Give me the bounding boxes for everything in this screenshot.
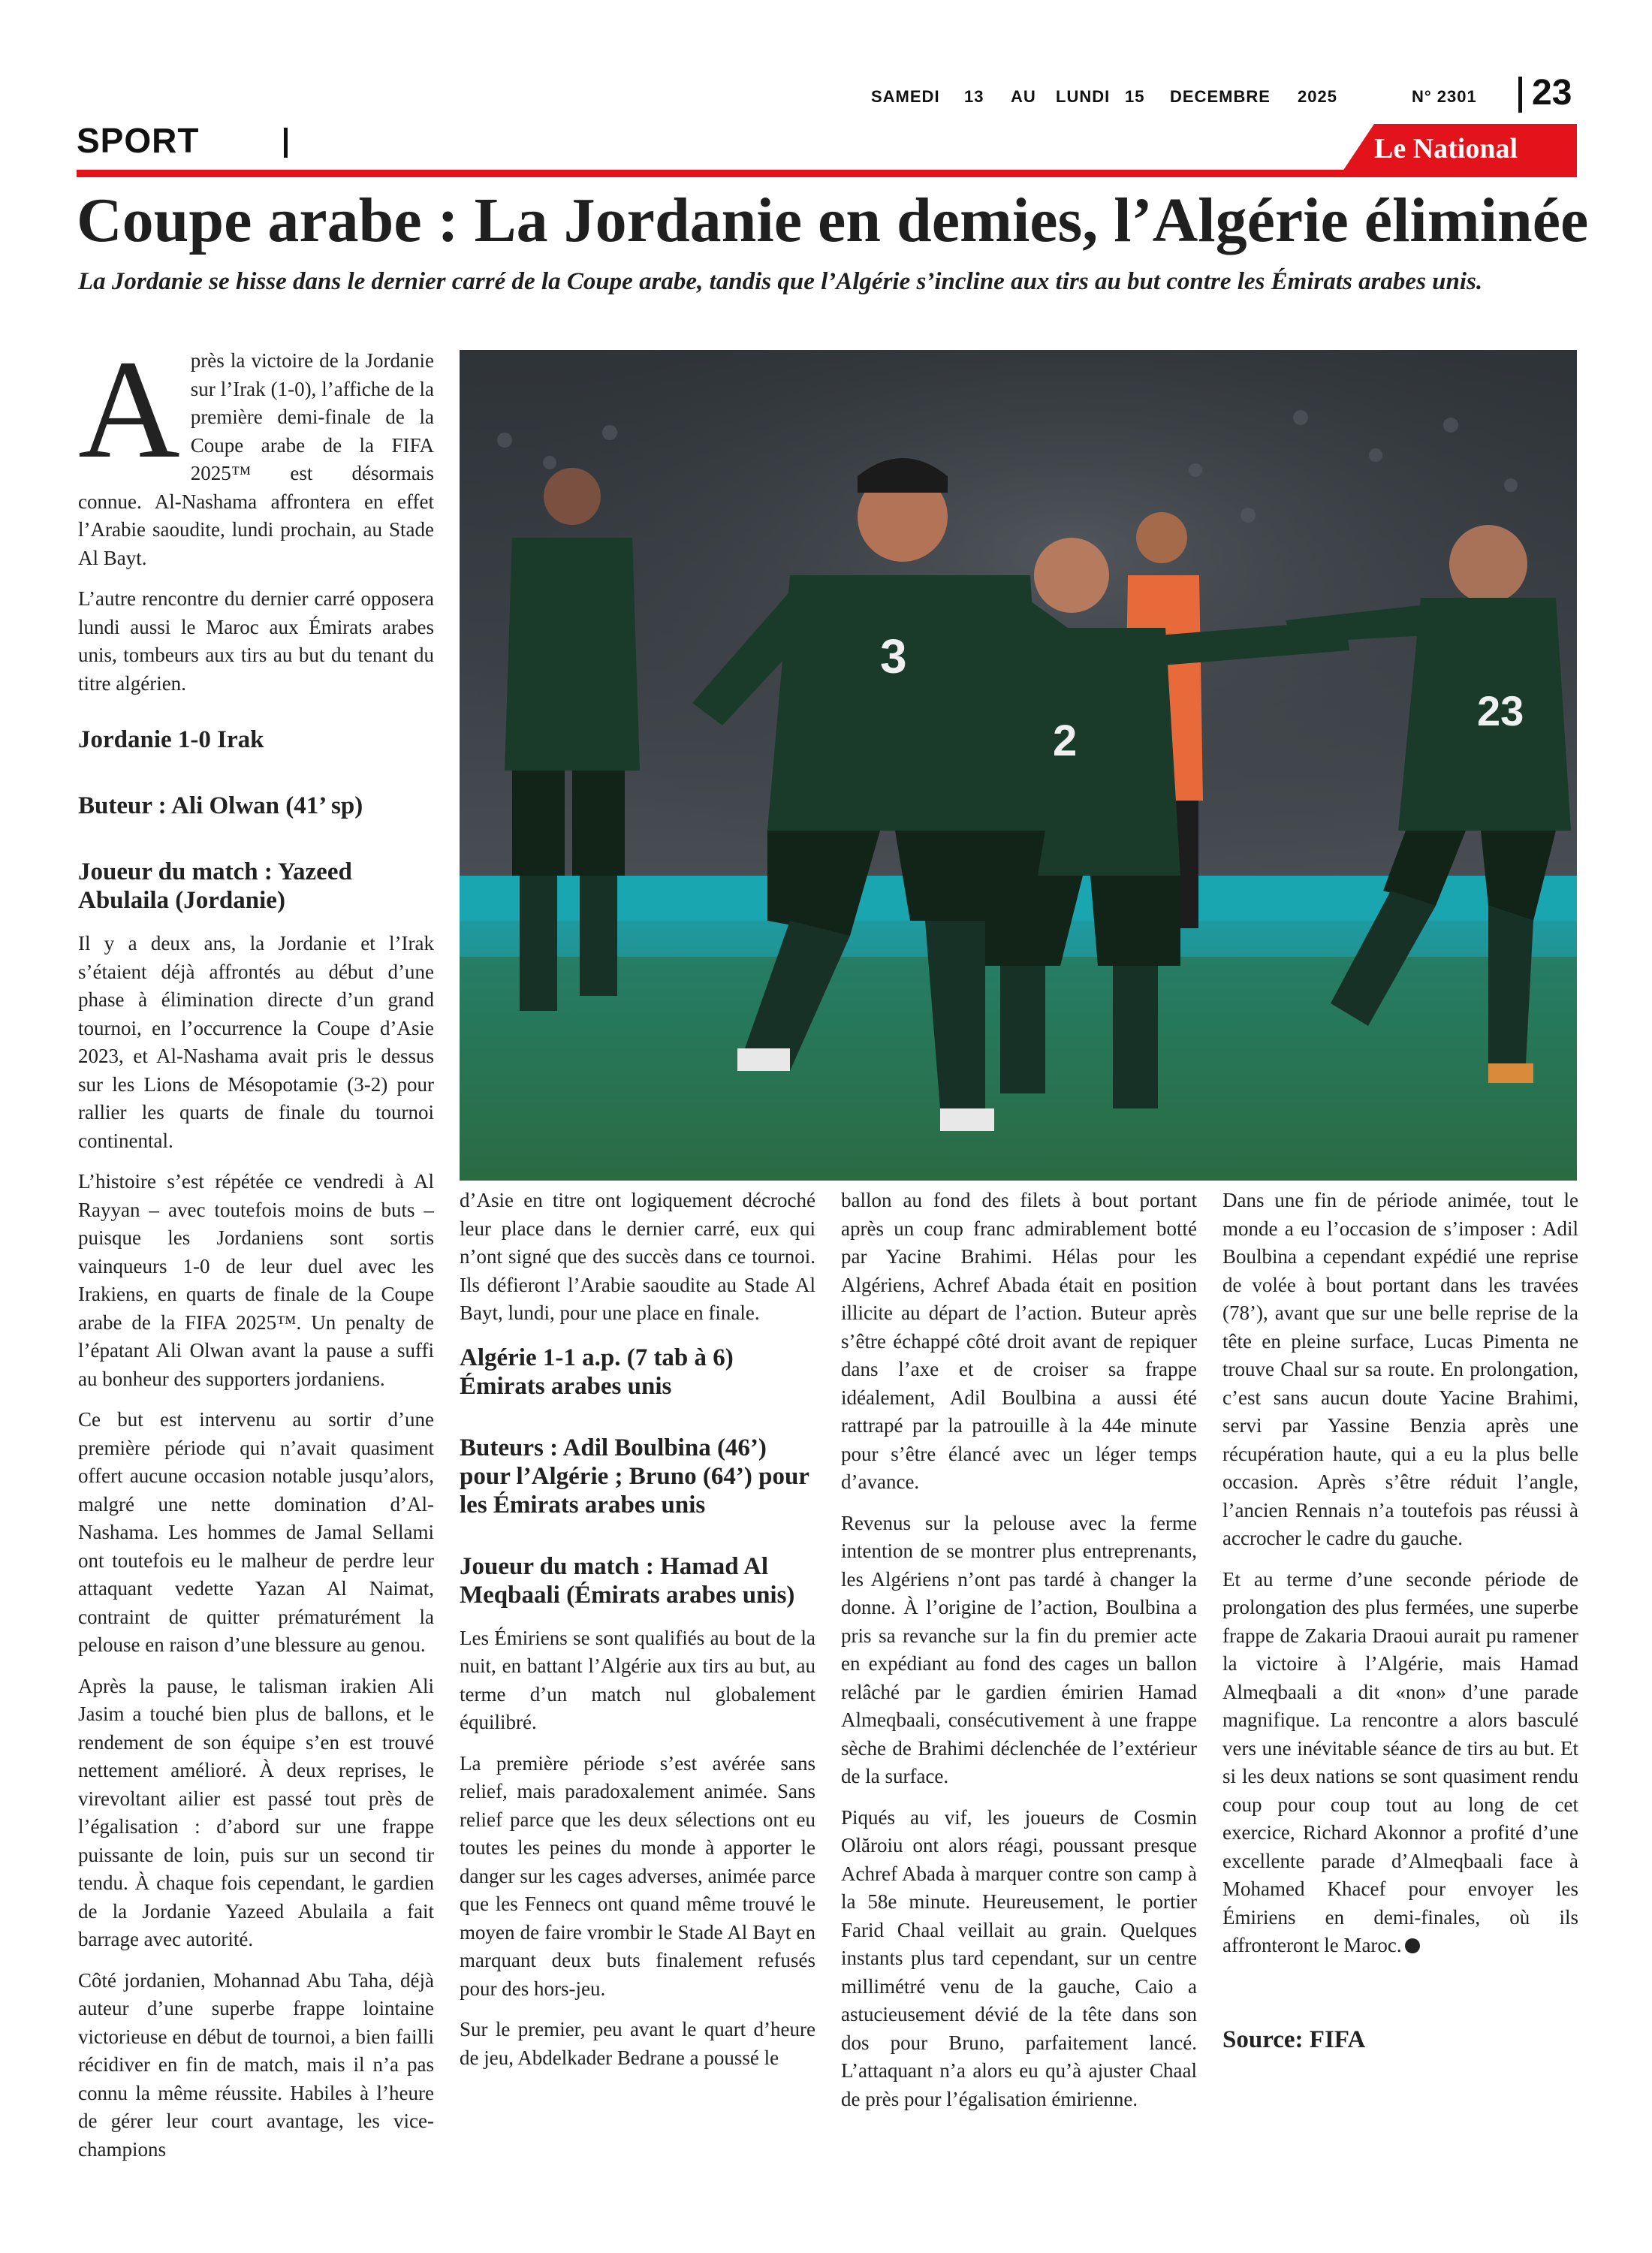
paragraph-11: Sur le premier, peu avant le quart d’heure de jeu, Abdelkader Bedrane a poussé le — [460, 2018, 815, 2069]
paragraph-9: Les Émiriens se sont qualifiés au bout de la nuit, en battant l’Algérie aux tirs au but, au terme d’un match nul globalement équilibré. — [460, 1626, 815, 1733]
dateline — [871, 87, 1494, 111]
subhead-scorer-2: Buteurs : Adil Boulbina (46’) pour l’Algérie ; Bruno (64’) pour les Émirats arabes unis — [460, 1434, 809, 1519]
subhead-motm-2: Joueur du match : Hamad Al Meqbaali (Émirats arabes unis) — [460, 1552, 795, 1609]
subhead-motm-1: Joueur du match : Yazeed Abulaila (Jordanie) — [78, 858, 352, 914]
match-photo — [460, 350, 1577, 1181]
jersey-number-3: 3 — [880, 629, 907, 683]
page-number: 23 — [1532, 73, 1572, 113]
headline: Coupe arabe : La Jordanie en demies, l’Algérie éliminée — [77, 185, 1589, 255]
issue-number: N° 2301 — [1412, 87, 1477, 106]
article-column-4 — [1222, 1187, 1578, 2054]
date-num1: 13 — [964, 87, 984, 106]
date-year: 2025 — [1298, 87, 1337, 106]
header-divider — [1518, 77, 1522, 113]
paragraph-10: La première période s’est avérée sans relief, mais paradoxalement animée. Sans relief parce que les deux sélections ont eu toutes les peines du monde à apporter le danger sur les cages adverses, animée parce que les Fennecs ont quand même trouvé le moyen de faire vrombir le Stade Al Bayt en marquant deux buts finalement refusés pour des hors-jeu. — [460, 1751, 815, 2000]
paragraph-8: d’Asie en titre ont logiquement décroché leur place dans le dernier carré, eux qui n’ont signé que des succès dans ce tournoi. Ils défieront l’Arabie saoudite au Stade Al Bayt, lundi, pour une place en finale. — [460, 1189, 815, 1324]
lead-paragraph: La Jordanie se hisse dans le dernier carré de la Coupe arabe, tandis que l’Algérie s’incline aux tirs au but contre les Émirats arabes unis. — [78, 268, 1483, 295]
celebration-illustration — [460, 350, 1577, 1181]
section-divider — [284, 128, 288, 158]
paragraph-15: Dans une fin de période animée, tout le monde a eu l’occasion de s’imposer : Adil Boulbina a cependant expédié une reprise de volée à bout portant dans les travées (78’), avant que sur une belle reprise de la tête en pleine surface, Lucas Pimenta ne trouve Chaal sur sa route. En prolongation, c’est sans aucun doute Yacine Brahimi, servi par Yassine Benzia après une récupération haute, qui a eu la plus belle occasion. Après s’être réduit l’angle, l’ancien Rennais n’a toutefois pas réussi à accrocher le cadre du gauche. — [1222, 1189, 1578, 1549]
article-column-3 — [841, 1187, 1197, 2126]
date-num2: 15 — [1125, 87, 1145, 106]
paragraph-1: près la victoire de la Jordanie sur l’Irak (1-0), l’affiche de la première demi-finale de la Coupe arabe de la FIFA 2025™ est désormais connue. Al-Nashama affrontera en effet l’Arabie saoudite, lundi prochain, au Stade Al Bayt. — [78, 349, 434, 569]
date-day2: LUNDI — [1056, 87, 1111, 106]
section-title: SPORT — [77, 121, 200, 160]
date-au: AU — [1011, 87, 1036, 106]
article-column-2 — [460, 1187, 815, 2085]
end-mark-icon — [1405, 1938, 1420, 1953]
date-month: DECEMBRE — [1170, 87, 1271, 106]
jersey-number-23: 23 — [1477, 687, 1524, 734]
subhead-score-1: Jordanie 1-0 Irak — [78, 726, 264, 753]
date-day: SAMEDI — [871, 87, 940, 106]
paragraph-5: Ce but est intervenu au sortir d’une première période qui n’avait quasiment offert aucune occasion notable jusqu’alors, malgré une nette domination d’Al-Nashama. Les hommes de Jamal Sellami ont toutefois eu le malheur de perdre leur attaquant vedette Yazan Al Naimat, contraint de quitter prématurément la pelouse en raison d’une blessure au genou. — [78, 1408, 434, 1656]
paragraph-16: Et au terme d’une seconde période de prolongation des plus fermées, une superbe frappe de Zakaria Draoui aurait pu ramener la victoire à l’Algérie, mais Hamad Almeqbaali a dit «non» d’une parade magnifique. La rencontre a alors basculé vers une inévitable séance de tirs au but. Et si les deux nations se sont quasiment rendu coup pour coup tout au long de cet exercice, Richard Akonnor a profité d’une excellente parade d’Almeqbaali face à Mohamed Khacef pour envoyer les Émiriens en demi-finales, où ils affronteront le Maroc. — [1222, 1567, 1578, 1956]
paragraph-2: L’autre rencontre du dernier carré opposera lundi aussi le Maroc aux Émirats arabes unis, tombeurs aux tirs au but du tenant du titre algérien. — [78, 587, 434, 695]
article-column-1 — [78, 330, 434, 2176]
subhead-scorer-1: Buteur : Ali Olwan (41’ sp) — [78, 792, 363, 819]
paragraph-12: ballon au fond des filets à bout portant après un coup franc admirablement botté par Yacine Brahimi. Hélas pour les Algériens, Achref Abada était en position illicite au départ de l’action. Buteur après s’être échappé côté droit avant de repiquer dans l’axe et de croiser sa frappe idéalement, Adil Boulbina a aussi été rattrapé par la patrouille à la 44e minute pour s’être élancé avec un léger temps d’avance. — [841, 1189, 1197, 1493]
paragraph-13: Revenus sur la pelouse avec la ferme intention de se montrer plus entreprenants, les Algériens n’ont pas tardé à changer la donne. À l’origine de l’action, Boulbina a pris sa revanche sur la fin du premier acte en expédiant au fond des cages un ballon relâché par le gardien émirien Hamad Almeqbaali, consécutivement à une frappe sèche de Brahimi déclenchée de l’extérieur de la surface. — [841, 1511, 1197, 1787]
paragraph-6: Après la pause, le talisman irakien Ali Jasim a touché bien plus de ballons, et le rendement de son équipe s’en est trouvé nettement amélioré. À deux reprises, le virevoltant ailier est passé tout près de l’égalisation : d’abord sur une frappe puissante de loin, puis sur un second tir tendu. À chaque fois cependant, le gardien de la Jordanie Yazeed Abulaila a fait barrage avec autorité. — [78, 1674, 434, 1950]
paragraph-14: Piqués au vif, les joueurs de Cosmin Olăroiu ont alors réagi, poussant presque Achref Abada à marquer contre son camp à la 58e minute. Heureusement, le portier Farid Chaal veillait au grain. Quelques instants plus tard cependant, sur un centre millimétré venu de la gauche, Caio a astucieusement dévié de la tête dans son dos pour Bruno, parfaitement lancé. L’attaquant n’a alors eu qu’à ajuster Chaal de près pour l’égalisation émirienne. — [841, 1805, 1197, 2110]
dropcap: A — [78, 330, 180, 487]
brand-name: Le National — [1374, 133, 1518, 164]
paragraph-4: L’histoire s’est répétée ce vendredi à Al Rayyan – avec toutefois moins de buts – puisque les Jordaniens sont sortis vainqueurs 1-0 de leur duel avec les Irakiens, en quarts de finale de la Coupe arabe de la FIFA 2025™. Un penalty de l’épatant Ali Olwan avant la pause a suffi au bonheur des supporters jordaniens. — [78, 1170, 434, 1390]
paragraph-3: Il y a deux ans, la Jordanie et l’Irak s’étaient déjà affrontés au début d’une phase à élimination directe d’un grand tournoi, en l’occurrence la Coupe d’Asie 2023, et Al-Nashama avait pris le dessus sur les Lions de Mésopotamie (3-2) pour rallier les quarts de finale du tournoi continental. — [78, 932, 434, 1152]
header-rule — [77, 170, 1577, 177]
jersey-number-2: 2 — [1053, 716, 1078, 765]
source-credit: Source: FIFA — [1222, 2025, 1366, 2053]
paragraph-7: Côté jordanien, Mohannad Abu Taha, déjà auteur d’une superbe frappe lointaine victorieuse en début de tournoi, a bien failli récidiver en fin de match, mais il n’a pas connu la même réussite. Habiles à l’heure de gérer leur court avantage, les vice-champions — [78, 1968, 434, 2161]
subhead-score-2: Algérie 1-1 a.p. (7 tab à 6) Émirats arabes unis — [460, 1344, 734, 1400]
